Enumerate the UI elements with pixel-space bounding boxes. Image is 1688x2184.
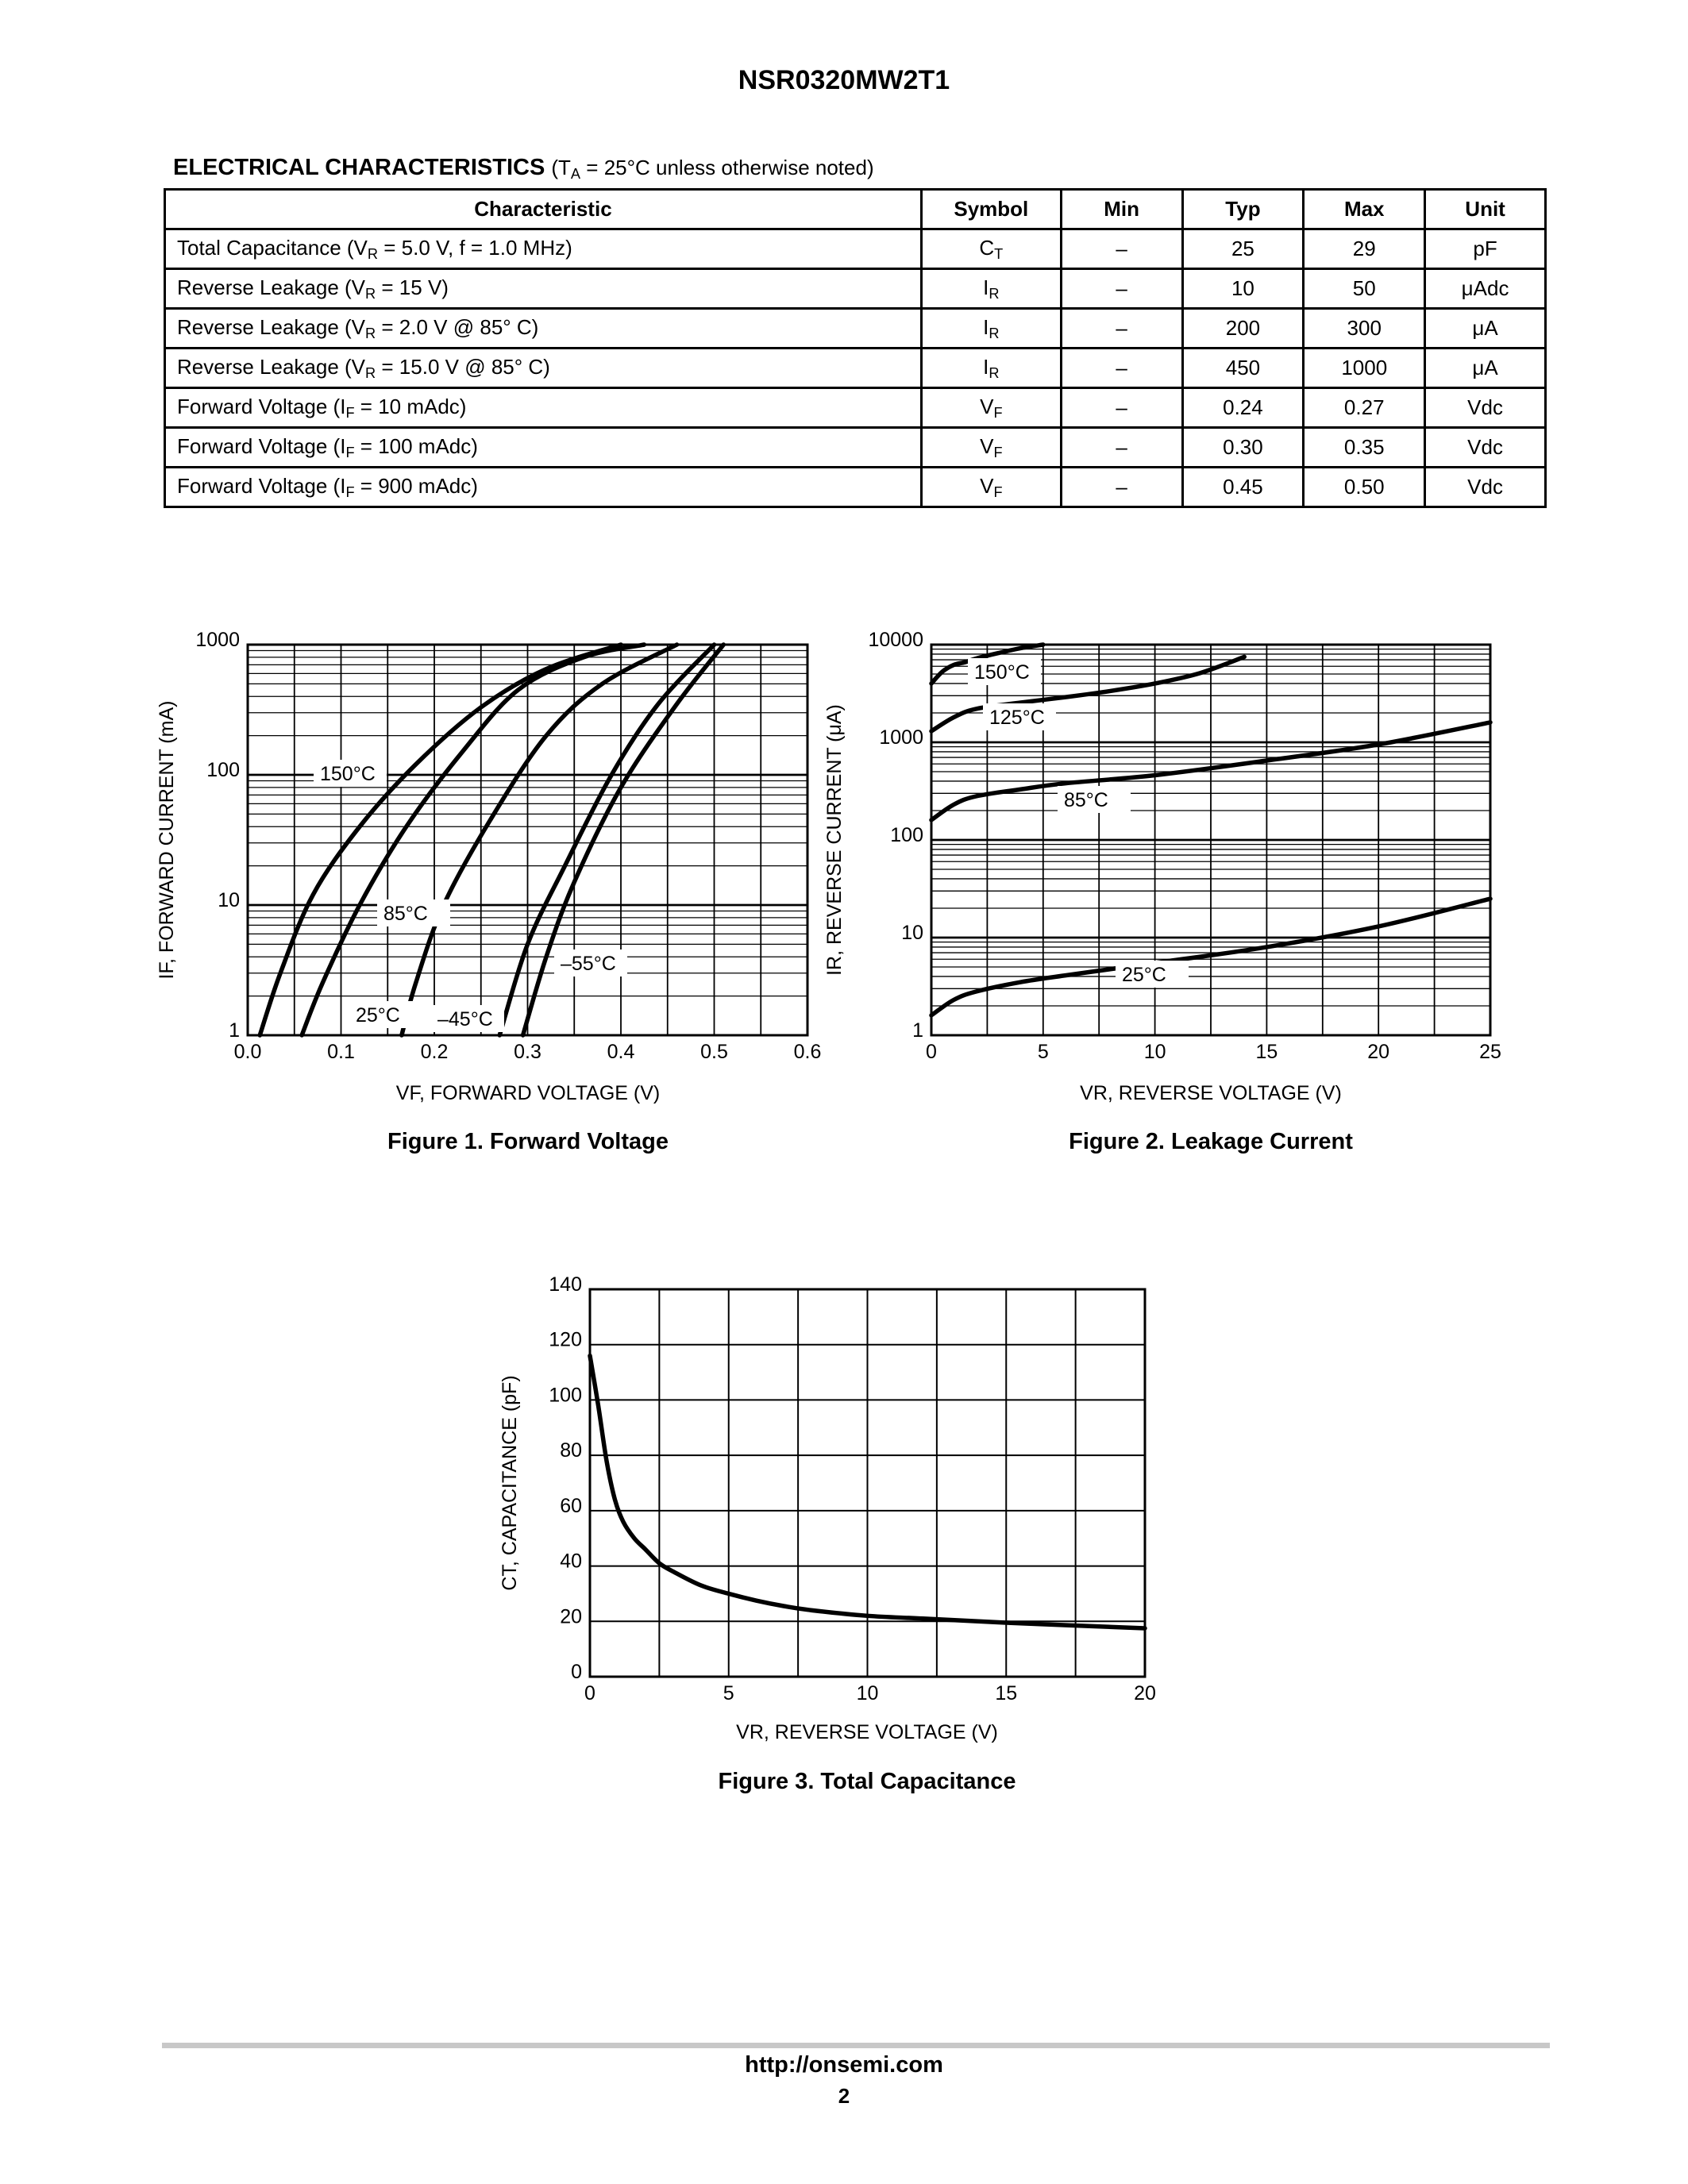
y-tick-label: 140 xyxy=(549,1273,582,1296)
column-header: Characteristic xyxy=(165,190,922,229)
cell-min: – xyxy=(1061,269,1182,309)
cell-symbol: $I_R$ xyxy=(921,349,1061,388)
chart-figure-3 xyxy=(499,1273,1156,1794)
cell-min: – xyxy=(1061,428,1182,468)
y-tick-label: 1 xyxy=(912,1019,923,1042)
series-label-text: 125°C xyxy=(989,707,1045,729)
series-label-text: 25°C xyxy=(1122,964,1166,986)
y-tick-label: 40 xyxy=(560,1550,582,1573)
x-tick-label: 0.3 xyxy=(514,1041,541,1063)
y-tick-label: 80 xyxy=(560,1439,582,1462)
cell-typ: 450 xyxy=(1182,349,1304,388)
series-line xyxy=(523,645,724,1035)
series-label xyxy=(431,1005,504,1032)
cell-max: 29 xyxy=(1304,229,1425,269)
cell-max: 0.50 xyxy=(1304,468,1425,507)
chart-figure-2 xyxy=(823,629,1501,1154)
y-axis-label: CT, CAPACITANCE (pF) xyxy=(499,1375,521,1591)
y-tick-label: 100 xyxy=(206,759,240,781)
x-tick-label: 0.0 xyxy=(233,1041,262,1063)
column-header: Symbol xyxy=(921,190,1061,229)
cell-unit: μA xyxy=(1425,309,1546,349)
footer-url[interactable]: http://onsemi.com xyxy=(745,2052,943,2078)
column-header: Min xyxy=(1061,190,1182,229)
cell-typ: 0.30 xyxy=(1182,428,1304,468)
y-axis-label: IR, REVERSE CURRENT (μA) xyxy=(823,704,846,976)
cell-typ: 10 xyxy=(1182,269,1304,309)
y-tick-label: 10000 xyxy=(868,629,923,651)
cell-typ: 200 xyxy=(1182,309,1304,349)
series-label-text: 85°C xyxy=(1064,789,1108,811)
y-axis-label: IF, FORWARD CURRENT (mA) xyxy=(156,700,178,980)
x-tick-label: 10 xyxy=(1143,1041,1166,1063)
cell-min: – xyxy=(1061,349,1182,388)
x-tick-label: 0 xyxy=(926,1041,937,1063)
x-tick-label: 10 xyxy=(856,1682,879,1704)
x-axis-label: VR, REVERSE VOLTAGE (V) xyxy=(1080,1082,1342,1104)
series-label xyxy=(968,658,1041,685)
figure-caption: Figure 1. Forward Voltage xyxy=(387,1129,669,1154)
cell-max: 300 xyxy=(1304,309,1425,349)
y-tick-label: 100 xyxy=(549,1384,582,1407)
cell-min: – xyxy=(1061,229,1182,269)
series-label-text: –55°C xyxy=(561,953,616,975)
cell-unit: Vdc xyxy=(1425,428,1546,468)
cell-characteristic: Forward Voltage ($I_F = 100$ mAdc) xyxy=(165,428,922,468)
x-tick-label: 0 xyxy=(584,1682,595,1704)
cell-min: – xyxy=(1061,468,1182,507)
cell-symbol: $C_T$ xyxy=(921,229,1061,269)
chart-grid xyxy=(590,1289,1145,1677)
series-label xyxy=(983,703,1056,730)
page-title: NSR0320MW2T1 xyxy=(738,65,950,95)
cell-max: 1000 xyxy=(1304,349,1425,388)
y-tick-label: 10 xyxy=(218,889,240,911)
y-tick-label: 10 xyxy=(901,922,923,944)
y-tick-label: 0 xyxy=(571,1661,582,1683)
series-label-text: 150°C xyxy=(320,763,376,785)
cell-symbol: $V_F$ xyxy=(921,428,1061,468)
series-label-text: –45°C xyxy=(437,1008,493,1030)
x-axis-label: VF, FORWARD VOLTAGE (V) xyxy=(395,1082,661,1104)
y-tick-label: 120 xyxy=(549,1328,582,1351)
series-label-text: 150°C xyxy=(974,661,1030,684)
x-tick-label: 25 xyxy=(1479,1041,1501,1063)
cell-min: – xyxy=(1061,388,1182,428)
cell-symbol: $V_F$ xyxy=(921,388,1061,428)
cell-typ: 25 xyxy=(1182,229,1304,269)
series-label-text: 85°C xyxy=(383,903,428,925)
cell-characteristic: Forward Voltage ($I_F = 10$ mAdc) xyxy=(165,388,922,428)
cell-unit: μAdc xyxy=(1425,269,1546,309)
x-tick-label: 0.1 xyxy=(327,1041,355,1063)
y-tick-label: 1 xyxy=(229,1019,240,1042)
cell-max: 0.35 xyxy=(1304,428,1425,468)
cell-characteristic: Reverse Leakage ($V_R = 15.0$ V @ 85° C) xyxy=(165,349,922,388)
series-line xyxy=(499,645,714,1035)
x-tick-label: 5 xyxy=(1037,1041,1049,1063)
series-label-text: 25°C xyxy=(356,1004,400,1027)
column-header: Unit xyxy=(1425,190,1546,229)
cell-typ: 0.45 xyxy=(1182,468,1304,507)
cell-symbol: $I_R$ xyxy=(921,309,1061,349)
cell-max: 50 xyxy=(1304,269,1425,309)
x-tick-label: 0.5 xyxy=(700,1041,728,1063)
x-tick-label: 20 xyxy=(1367,1041,1390,1063)
cell-symbol: $V_F$ xyxy=(921,468,1061,507)
y-tick-label: 100 xyxy=(890,824,923,846)
y-tick-label: 60 xyxy=(560,1494,582,1517)
column-header: Max xyxy=(1304,190,1425,229)
cell-characteristic: Reverse Leakage ($V_R = 2.0$ V @ 85° C) xyxy=(165,309,922,349)
x-tick-label: 0.6 xyxy=(793,1041,822,1063)
cell-typ: 0.24 xyxy=(1182,388,1304,428)
figure-caption: Figure 3. Total Capacitance xyxy=(718,1769,1016,1794)
series-label xyxy=(314,760,387,787)
series-label xyxy=(554,949,627,976)
page-number: 2 xyxy=(838,2084,850,2108)
series-label xyxy=(1116,961,1189,988)
series-label xyxy=(1058,786,1131,813)
cell-unit: μA xyxy=(1425,349,1546,388)
y-tick-label: 20 xyxy=(560,1605,582,1628)
cell-symbol: $I_R$ xyxy=(921,269,1061,309)
y-tick-label: 1000 xyxy=(879,726,923,749)
x-tick-label: 15 xyxy=(995,1682,1018,1704)
cell-unit: Vdc xyxy=(1425,468,1546,507)
cell-characteristic: Total Capacitance ($V_R = 5.0$ V, f = 1.0 MHz) xyxy=(165,229,922,269)
column-header: Typ xyxy=(1182,190,1304,229)
x-tick-label: 5 xyxy=(723,1682,734,1704)
y-tick-label: 1000 xyxy=(195,629,240,651)
cell-characteristic: Forward Voltage ($I_F = 900$ mAdc) xyxy=(165,468,922,507)
chart-grid xyxy=(248,645,807,1035)
x-tick-label: 0.4 xyxy=(607,1041,635,1063)
footer-divider xyxy=(162,2043,1550,2048)
x-tick-label: 0.2 xyxy=(420,1041,449,1063)
table-heading: ELECTRICAL CHARACTERISTICS ($T_A = 25^\circ C$ unless otherwise noted) xyxy=(173,155,874,182)
series-line xyxy=(260,645,621,1035)
figure-caption: Figure 2. Leakage Current xyxy=(1069,1129,1353,1154)
cell-max: 0.27 xyxy=(1304,388,1425,428)
cell-unit: Vdc xyxy=(1425,388,1546,428)
series-label xyxy=(377,899,450,926)
cell-characteristic: Reverse Leakage ($V_R = 15$ V) xyxy=(165,269,922,309)
cell-unit: pF xyxy=(1425,229,1546,269)
cell-min: – xyxy=(1061,309,1182,349)
x-axis-label: VR, REVERSE VOLTAGE (V) xyxy=(736,1721,998,1743)
chart-figure-1 xyxy=(156,629,821,1154)
series-label xyxy=(349,1001,422,1028)
x-tick-label: 20 xyxy=(1134,1682,1156,1704)
x-tick-label: 15 xyxy=(1255,1041,1278,1063)
